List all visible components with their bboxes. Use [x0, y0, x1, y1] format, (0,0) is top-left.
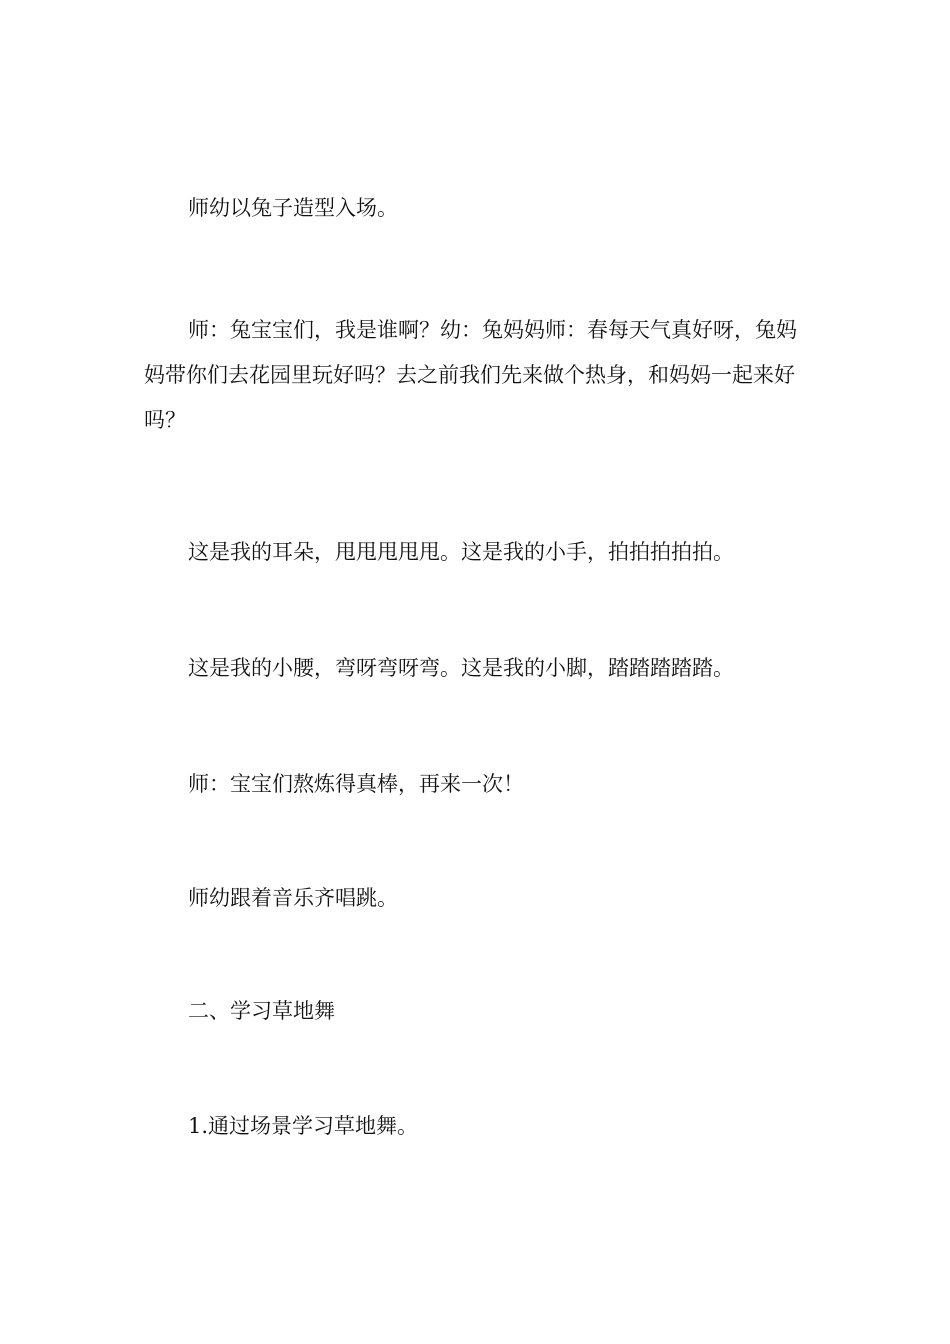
section-heading: 二、学习草地舞: [188, 999, 335, 1023]
subsection-heading: 1.通过场景学习草地舞。: [188, 1114, 419, 1138]
paragraph-entrance: 师幼以兔子造型入场。: [188, 196, 398, 220]
paragraph-waist-feet: 这是我的小腰，弯呀弯呀弯。这是我的小脚，踏踏踏踏踏。: [188, 656, 734, 680]
paragraph-dialogue-intro: 师：兔宝宝们，我是谁啊？幼：兔妈妈师：春每天气真好呀，兔妈妈带你们去花园里玩好吗？去之前我们先来做个热身，和妈妈一起来好吗？: [144, 318, 797, 432]
paragraph-ears-hands: 这是我的耳朵，甩甩甩甩甩。这是我的小手，拍拍拍拍拍。: [188, 540, 734, 564]
paragraph-sing-dance: 师幼跟着音乐齐唱跳。: [188, 886, 398, 910]
paragraph-praise: 师：宝宝们熬炼得真棒，再来一次！: [188, 772, 524, 796]
